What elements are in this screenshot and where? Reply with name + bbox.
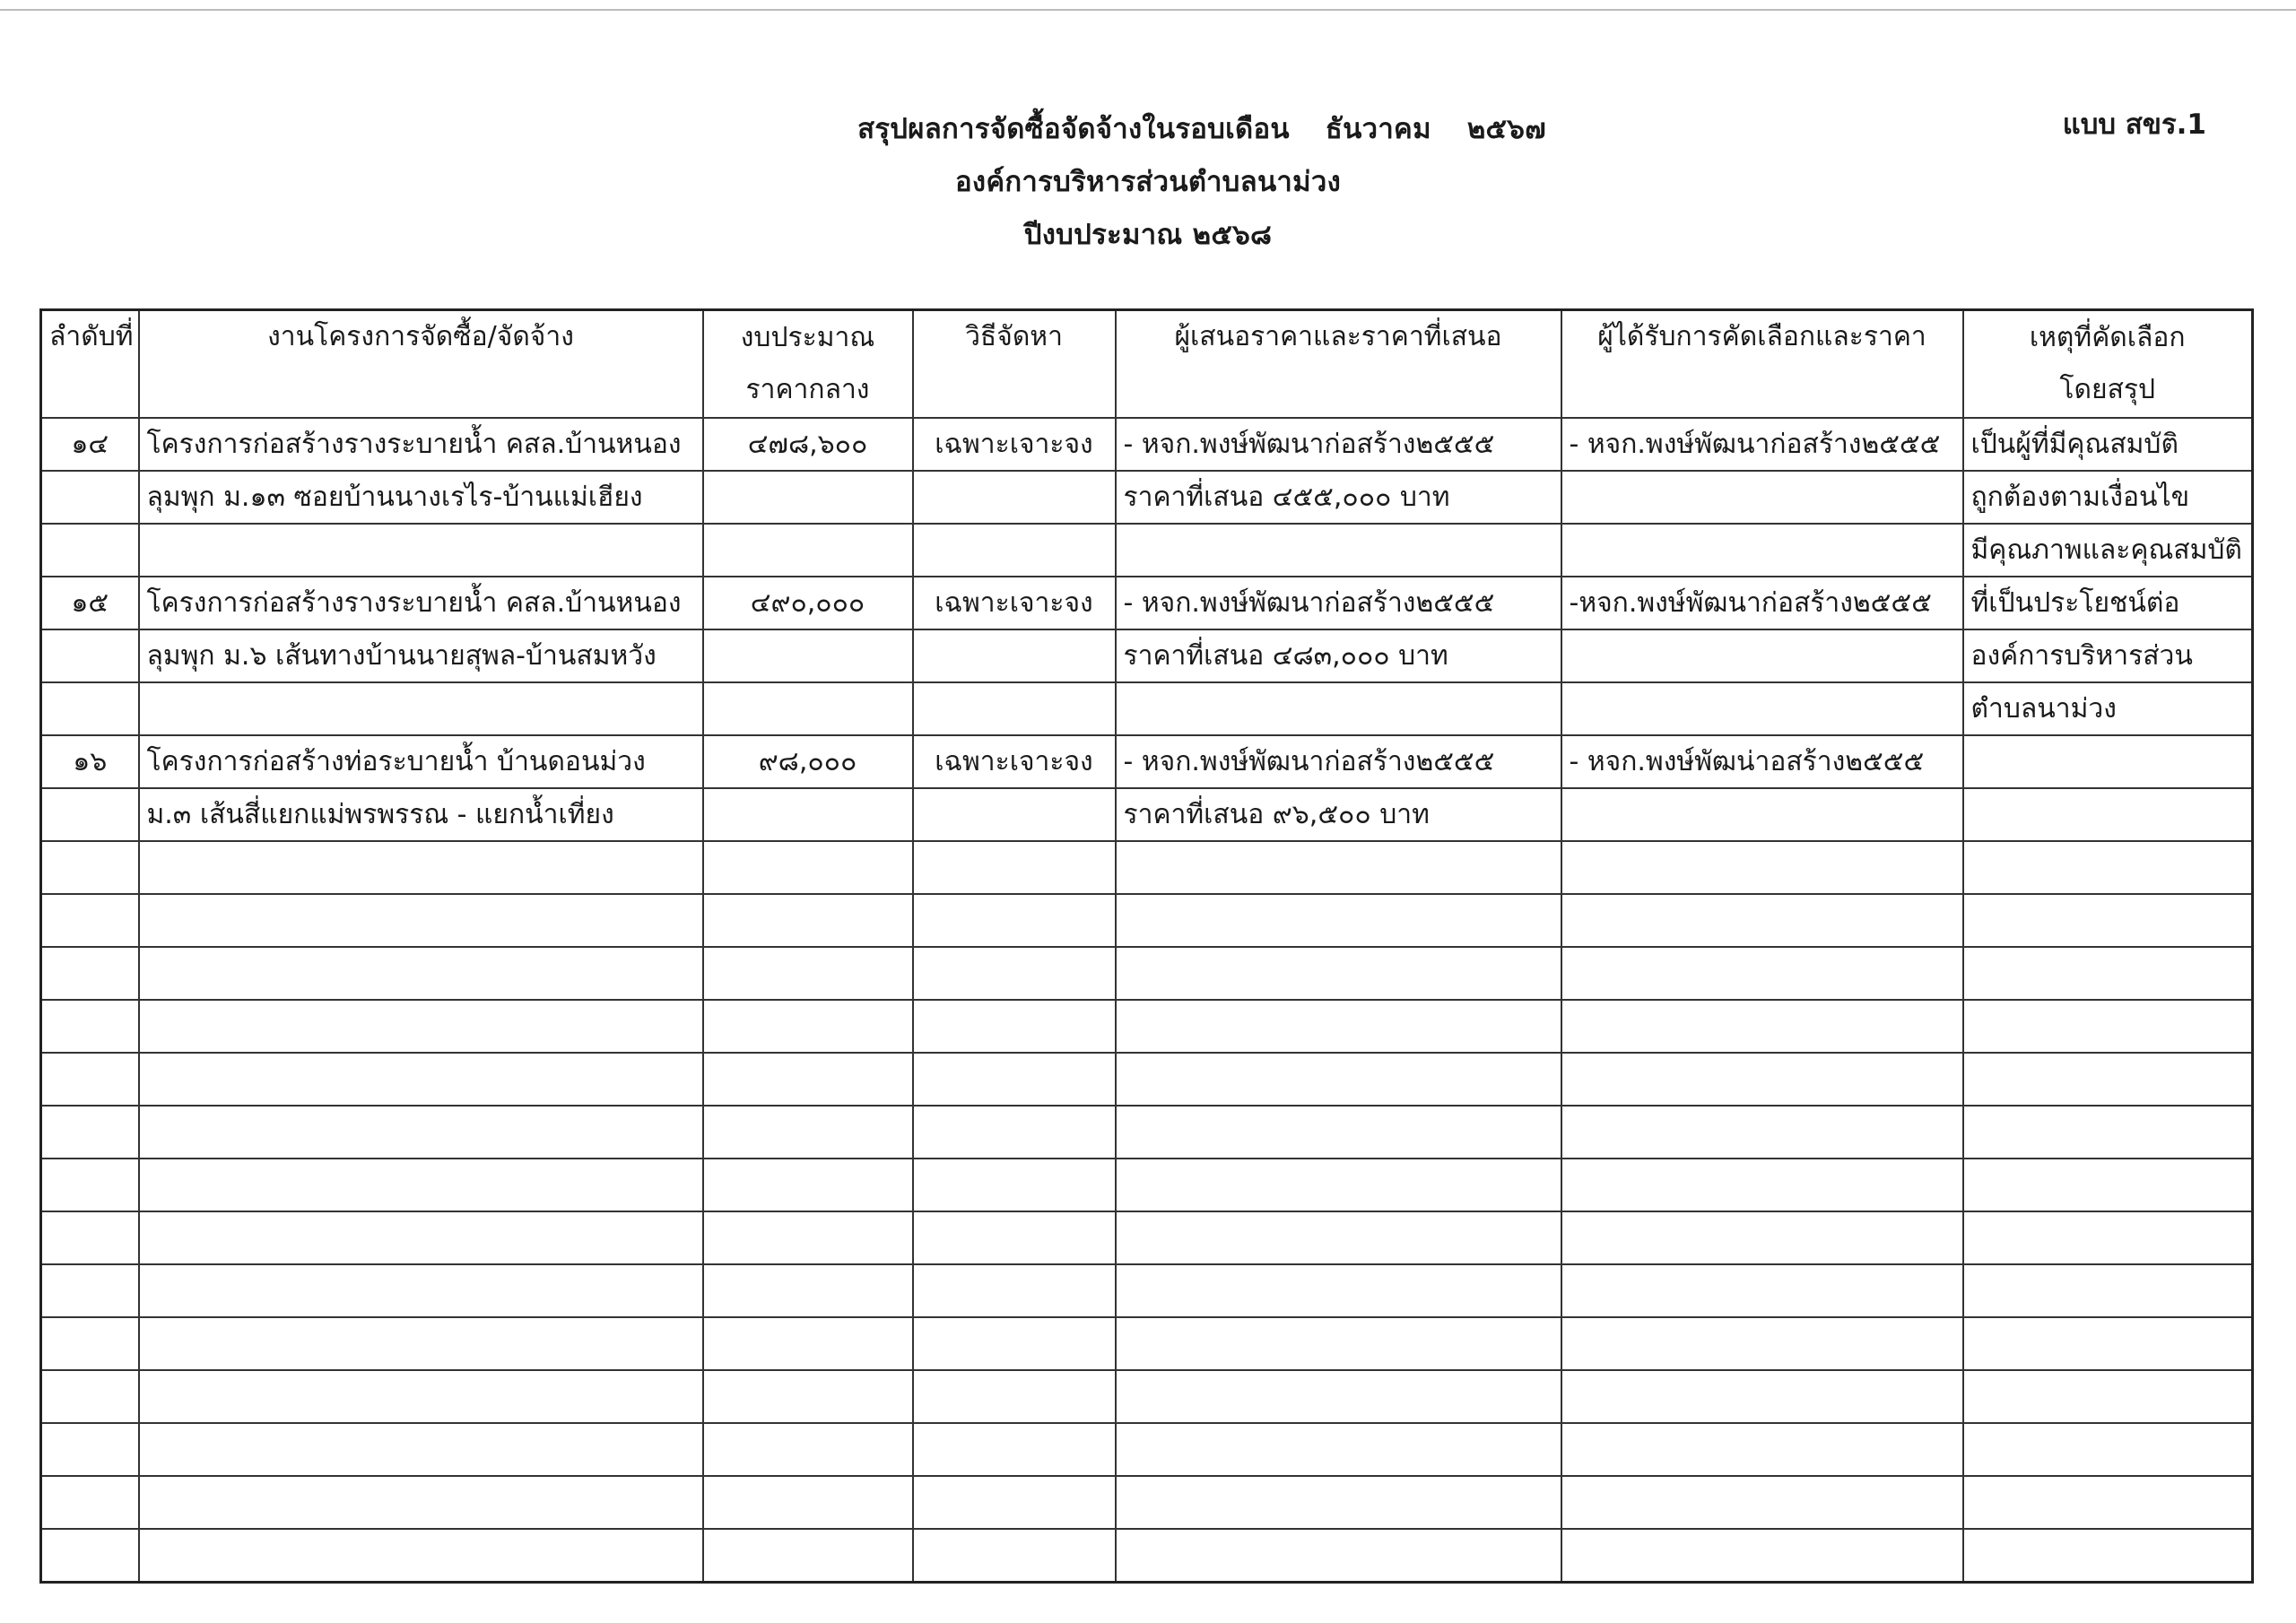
table-row [41,1159,2253,1211]
project-name: ลุมพุก ม.๖ เส้นทางบ้านนายสุพล-บ้านสมหวัง [139,629,703,682]
project-name [139,682,703,735]
project-name: โครงการก่อสร้างท่อระบายน้ำ บ้านดอนม่วง [139,735,703,788]
bidder-info: ราคาที่เสนอ ๙๖,๕๐๐ บาท [1116,788,1561,841]
budget-amount: ๔๙๐,๐๐๐ [703,577,913,629]
project-name [139,1000,703,1053]
table-row [41,577,2253,629]
table-row [41,524,2253,577]
title-year: ๒๕๖๗ [1466,113,1546,145]
row-number: ๑๕ [41,577,139,629]
procurement-method [913,471,1116,524]
row-number [41,894,139,947]
row-number [41,1106,139,1159]
selection-reason [1963,1317,2253,1370]
project-name [139,841,703,894]
budget-amount [703,1159,913,1211]
selection-reason [1963,1476,2253,1529]
table-row [41,788,2253,841]
project-name: โครงการก่อสร้างรางระบายน้ำ คสล.บ้านหนอง [139,418,703,471]
project-name [139,1529,703,1583]
procurement-method [913,1317,1116,1370]
row-number [41,1423,139,1476]
table-row [41,841,2253,894]
bidder-info [1116,1159,1561,1211]
project-name [139,947,703,1000]
budget-amount [703,1370,913,1423]
procurement-method [913,524,1116,577]
project-name [139,524,703,577]
budget-amount [703,1529,913,1583]
procurement-method [913,788,1116,841]
table-row [41,682,2253,735]
bidder-info [1116,1264,1561,1317]
form-label: แบบ สขร.1 [2062,108,2206,141]
selected-vendor [1561,1211,1963,1264]
table-row [41,894,2253,947]
table-row [41,1370,2253,1423]
selected-vendor [1561,1159,1963,1211]
bidder-info [1116,1317,1561,1370]
procurement-table [39,308,2254,1584]
row-number [41,1053,139,1106]
project-name [139,894,703,947]
bidder-info: ราคาที่เสนอ ๔๕๕,๐๐๐ บาท [1116,471,1561,524]
budget-amount [703,894,913,947]
row-number [41,1211,139,1264]
selection-reason [1963,1370,2253,1423]
selected-vendor: - หจก.พงษ์พัฒน่าอสร้าง๒๕๕๕ [1561,735,1963,788]
table-row [41,1264,2253,1317]
budget-amount [703,1211,913,1264]
budget-amount [703,788,913,841]
row-number [41,947,139,1000]
budget-amount [703,1317,913,1370]
selection-reason [1963,735,2253,788]
selected-vendor [1561,1264,1963,1317]
selected-vendor [1561,841,1963,894]
table-row [41,1317,2253,1370]
procurement-method: เฉพาะเจาะจง [913,577,1116,629]
bidder-info [1116,1211,1561,1264]
row-number [41,524,139,577]
col-header-budget: งบประมาณ ราคากลาง [703,310,913,419]
procurement-method [913,947,1116,1000]
col-header-bidders: ผู้เสนอราคาและราคาที่เสนอ [1116,310,1561,419]
selected-vendor [1561,894,1963,947]
procurement-method [913,1211,1116,1264]
row-number [41,788,139,841]
selection-reason [1963,841,2253,894]
col-header-method: วิธีจัดหา [913,310,1116,419]
selected-vendor [1561,1370,1963,1423]
bidder-info [1116,1106,1561,1159]
budget-amount [703,947,913,1000]
project-name: โครงการก่อสร้างรางระบายน้ำ คสล.บ้านหนอง [139,577,703,629]
budget-amount [703,629,913,682]
table-row [41,1000,2253,1053]
bidder-info [1116,947,1561,1000]
selection-reason [1963,947,2253,1000]
row-number: ๑๔ [41,418,139,471]
row-number [41,1476,139,1529]
bidder-info [1116,524,1561,577]
row-number [41,1317,139,1370]
budget-amount [703,841,913,894]
row-number [41,1264,139,1317]
bidder-info [1116,682,1561,735]
procurement-method [913,682,1116,735]
table-header-row [41,310,2253,419]
col-header-project: งานโครงการจัดซื้อ/จัดจ้าง [139,310,703,419]
selected-vendor [1561,1476,1963,1529]
title-month: ธันวาคม [1325,113,1431,145]
project-name [139,1476,703,1529]
report-title [54,106,2296,151]
selected-vendor: - หจก.พงษ์พัฒนาก่อสร้าง๒๕๕๕ [1561,418,1963,471]
procurement-method [913,1053,1116,1106]
selected-vendor [1561,1423,1963,1476]
procurement-method [913,1264,1116,1317]
selection-reason [1963,1053,2253,1106]
selected-vendor [1561,1106,1963,1159]
procurement-method: เฉพาะเจาะจง [913,735,1116,788]
budget-amount: ๔๗๘,๖๐๐ [703,418,913,471]
col-header-reason: เหตุที่คัดเลือก โดยสรุป [1963,310,2253,419]
procurement-method [913,1529,1116,1583]
col-header-winner: ผู้ได้รับการคัดเลือกและราคา [1561,310,1963,419]
table-row [41,1423,2253,1476]
procurement-method [913,1370,1116,1423]
table-row [41,1529,2253,1583]
budget-amount [703,1106,913,1159]
table-row [41,471,2253,524]
budget-amount [703,1423,913,1476]
procurement-method [913,629,1116,682]
selection-reason: ตำบลนาม่วง [1963,682,2253,735]
project-name [139,1106,703,1159]
table-body [41,418,2253,1583]
row-number [41,629,139,682]
selection-reason: องค์การบริหารส่วน [1963,629,2253,682]
table-row [41,947,2253,1000]
bidder-info [1116,1053,1561,1106]
selected-vendor [1561,1529,1963,1583]
table-row [41,1053,2253,1106]
table-row [41,1211,2253,1264]
project-name [139,1159,703,1211]
project-name: ลุมพุก ม.๑๓ ซอยบ้านนางเรไร-บ้านแม่เฮียง [139,471,703,524]
row-number [41,841,139,894]
procurement-method [913,1476,1116,1529]
selected-vendor [1561,682,1963,735]
fiscal-year: ปีงบประมาณ ๒๕๖๘ [1023,219,1273,251]
selected-vendor: -หจก.พงษ์พัฒนาก่อสร้าง๒๕๕๕ [1561,577,1963,629]
selection-reason [1963,1159,2253,1211]
row-number [41,1000,139,1053]
row-number [41,471,139,524]
organization-name: องค์การบริหารส่วนตำบลนาม่วง [954,166,1342,198]
selection-reason: ที่เป็นประโยชน์ต่อ [1963,577,2253,629]
bidder-info [1116,1423,1561,1476]
selection-reason [1963,1106,2253,1159]
selected-vendor [1561,1317,1963,1370]
selection-reason: เป็นผู้ที่มีคุณสมบัติ [1963,418,2253,471]
row-number [41,682,139,735]
selection-reason [1963,1423,2253,1476]
budget-amount [703,1476,913,1529]
table-row [41,1476,2253,1529]
scan-top-rule [0,9,2296,11]
budget-amount [703,524,913,577]
row-number: ๑๖ [41,735,139,788]
project-name: ม.๓ เส้นสี่แยกแม่พรพรรณ - แยกน้ำเที่ยง [139,788,703,841]
table-row [41,1106,2253,1159]
selection-reason [1963,1264,2253,1317]
bidder-info [1116,1529,1561,1583]
budget-amount: ๙๘,๐๐๐ [703,735,913,788]
budget-amount [703,1053,913,1106]
project-name [139,1317,703,1370]
project-name [139,1370,703,1423]
budget-amount [703,1264,913,1317]
bidder-info: - หจก.พงษ์พัฒนาก่อสร้าง๒๕๕๕ [1116,577,1561,629]
selection-reason [1963,1529,2253,1583]
project-name [139,1423,703,1476]
budget-amount [703,471,913,524]
selected-vendor [1561,629,1963,682]
selection-reason: ถูกต้องตามเงื่อนไข [1963,471,2253,524]
row-number [41,1159,139,1211]
bidder-info: - หจก.พงษ์พัฒนาก่อสร้าง๒๕๕๕ [1116,418,1561,471]
table-row [41,629,2253,682]
title-prefix: สรุปผลการจัดซื้อจัดจ้างในรอบเดือน [857,113,1290,145]
bidder-info [1116,841,1561,894]
procurement-method [913,894,1116,947]
selected-vendor [1561,947,1963,1000]
selection-reason [1963,894,2253,947]
selection-reason [1963,1000,2253,1053]
selected-vendor [1561,1053,1963,1106]
selection-reason [1963,788,2253,841]
selected-vendor [1561,524,1963,577]
selected-vendor [1561,471,1963,524]
procurement-method [913,1423,1116,1476]
bidder-info [1116,1370,1561,1423]
bidder-info: ราคาที่เสนอ ๔๘๓,๐๐๐ บาท [1116,629,1561,682]
bidder-info [1116,894,1561,947]
selected-vendor [1561,1000,1963,1053]
selection-reason [1963,1211,2253,1264]
bidder-info [1116,1000,1561,1053]
project-name [139,1264,703,1317]
procurement-method [913,1000,1116,1053]
row-number [41,1529,139,1583]
budget-amount [703,682,913,735]
procurement-method: เฉพาะเจาะจง [913,418,1116,471]
procurement-method [913,1106,1116,1159]
bidder-info [1116,1476,1561,1529]
project-name [139,1053,703,1106]
project-name [139,1211,703,1264]
selection-reason: มีคุณภาพและคุณสมบัติ [1963,524,2253,577]
budget-amount [703,1000,913,1053]
selected-vendor [1561,788,1963,841]
procurement-method [913,1159,1116,1211]
table-row [41,418,2253,471]
procurement-method [913,841,1116,894]
col-header-no: ลำดับที่ [41,310,139,419]
row-number [41,1370,139,1423]
bidder-info: - หจก.พงษ์พัฒนาก่อสร้าง๒๕๕๕ [1116,735,1561,788]
table-row [41,735,2253,788]
